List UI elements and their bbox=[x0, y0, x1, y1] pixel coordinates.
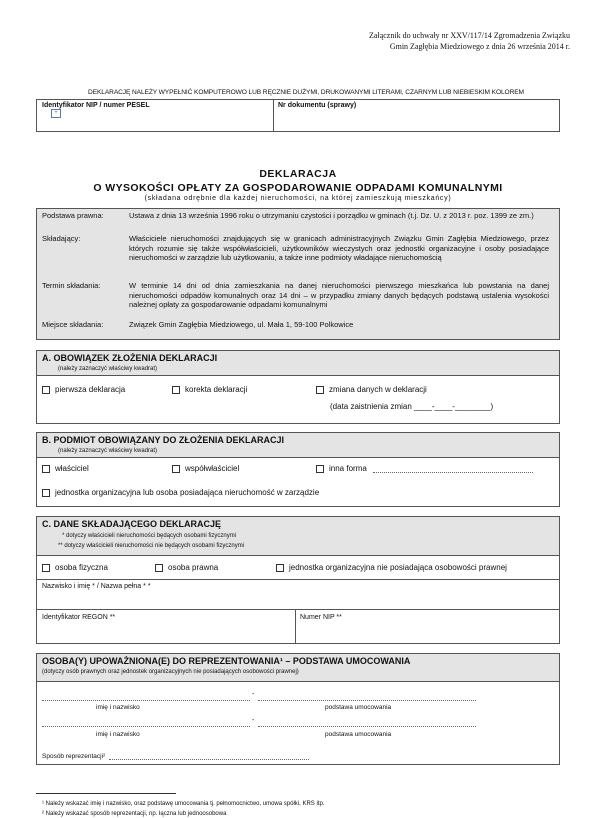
option-label: osoba fizyczna bbox=[55, 563, 108, 572]
title-note: (składana odrębnie dla każdej nieruchomości, na której zamieszkują mieszkańcy) bbox=[144, 195, 452, 202]
title-line-2: O WYSOKOŚCI OPŁATY ZA GOSPODAROWANIE ODPADAMI KOMUNALNYMI bbox=[93, 182, 503, 194]
option-label: zmiana danych w deklaracji bbox=[329, 385, 427, 394]
rep-2-name-label: imię i nazwisko bbox=[96, 731, 140, 738]
name-field[interactable] bbox=[40, 592, 556, 608]
option-data-change[interactable] bbox=[316, 385, 427, 394]
other-form-input[interactable] bbox=[373, 465, 533, 473]
option-legal-person[interactable] bbox=[155, 563, 218, 572]
option-label: pierwsza deklaracja bbox=[55, 385, 126, 394]
submitter-label: Składający: bbox=[42, 234, 81, 243]
representation-method[interactable] bbox=[42, 752, 309, 760]
option-label: właściciel bbox=[55, 464, 89, 473]
section-c-note-2: ** dotyczy właścicieli nieruchomości nie będących osobami fizycznymi bbox=[58, 543, 245, 549]
checkbox-icon[interactable] bbox=[42, 489, 50, 497]
checkbox-icon[interactable] bbox=[42, 386, 50, 394]
option-co-owner[interactable] bbox=[172, 464, 239, 473]
option-label: jednostka organizacyjna nie posiadająca osobowości prawnej bbox=[289, 563, 507, 572]
attachment-note bbox=[330, 30, 570, 52]
option-label: współwłaściciel bbox=[185, 464, 240, 473]
method-label: Sposób reprezentacji² bbox=[42, 752, 106, 760]
section-b-hint: (należy zaznaczyć właściwy kwadrat) bbox=[58, 448, 158, 454]
rep-1-name-input[interactable] bbox=[42, 693, 250, 701]
rep-2-name-input[interactable] bbox=[42, 719, 250, 727]
option-owner[interactable] bbox=[42, 464, 89, 473]
rep-1-name-label: imię i nazwisko bbox=[96, 704, 140, 711]
section-a-title: A. OBOWIĄZEK ZŁOŻENIA DEKLARACJI bbox=[42, 353, 218, 363]
rep-2-basis-label: podstawa umocowania bbox=[325, 731, 392, 738]
checkbox-icon[interactable] bbox=[316, 386, 324, 394]
section-c-title: C. DANE SKŁADAJĄCEGO DEKLARACJĘ bbox=[42, 519, 222, 529]
nip-label: Numer NIP ** bbox=[300, 614, 342, 621]
footnote-1: ¹ Należy wskazać imię i nazwisko, oraz podstawę umocowania tj. pełnomocnictwo, umowa spółki, KRS itp. bbox=[42, 801, 325, 807]
page-title bbox=[36, 168, 560, 202]
place-label: Miejsce składania: bbox=[42, 320, 104, 329]
option-managing-unit[interactable] bbox=[42, 488, 319, 497]
field-marker-icon: + bbox=[51, 109, 61, 118]
option-label: jednostka organizacyjna lub osoba posiadająca nieruchomość w zarządzie bbox=[55, 488, 320, 497]
regon-label: Identyfikator REGON ** bbox=[42, 614, 116, 621]
checkbox-icon[interactable] bbox=[316, 465, 324, 473]
doc-number-label: Nr dokumentu (sprawy) bbox=[278, 102, 357, 109]
title-line-1: DEKLARACJA bbox=[259, 168, 337, 180]
deadline-label: Termin składania: bbox=[42, 281, 101, 290]
deadline-text: W terminie 14 dni od dnia zamieszkania na danej nieruchomości pierwszego mieszkańca lub powstania na danej nieruchomości odpadów komunalnych oraz 14 dni – w przypadku zmiany danych będących podstawą ustalenia wysokości należnej opłaty za gospodarowanie odpadami komunalnymi bbox=[129, 281, 549, 309]
checkbox-icon[interactable] bbox=[155, 564, 163, 572]
submitter-text: Właściciele nieruchomości znajdujących się w granicach administracyjnych Związku Gmin Zagłębia Miedziowego, przez których rozumie się także współwłaścicieli, użytkowników wieczystych oraz jednostki organizacyjne i osoby posiadające nieruchomości w zarządzie lub użytkowaniu, a także inne podmioty władające nieruchomością bbox=[129, 234, 549, 262]
section-c-note-1: * dotyczy właścicieli nieruchomości będących osobami fizycznymi bbox=[62, 533, 237, 539]
method-input[interactable] bbox=[109, 752, 309, 760]
section-b-title: B. PODMIOT OBOWIĄZANY DO ZŁOŻENIA DEKLARACJI bbox=[42, 435, 284, 445]
footnote-2: ² Należy wskazać sposób reprezentacji, np. łączna lub jednoosobowa bbox=[42, 811, 227, 817]
rep-1-basis-label: podstawa umocowania bbox=[325, 704, 392, 711]
section-a-hint: (należy zaznaczyć właściwy kwadrat) bbox=[58, 366, 158, 372]
legal-basis-label: Podstawa prawna: bbox=[42, 211, 104, 220]
checkbox-icon[interactable] bbox=[172, 465, 180, 473]
option-label: inna forma bbox=[329, 464, 367, 473]
section-rep-hint: (dotyczy osób prawnych oraz jednostek organizacyjnych nie posiadających osobowości prawnej) bbox=[42, 669, 299, 675]
nip-pesel-label: Identyfikator NIP / numer PESEL bbox=[42, 102, 150, 109]
change-date-field[interactable]: (data zaistnienia zmian ____-____-________) bbox=[330, 402, 494, 411]
rep-2-basis-input[interactable] bbox=[258, 719, 476, 727]
option-correction[interactable] bbox=[172, 385, 247, 394]
option-other-form[interactable] bbox=[316, 464, 533, 473]
section-rep-title: OSOBA(Y) UPOWAŻNIONA(E) DO REPREZENTOWANIA¹ – PODSTAWA UMOCOWANIA bbox=[42, 656, 411, 666]
regon-field[interactable] bbox=[40, 623, 290, 641]
nip-field[interactable] bbox=[298, 623, 556, 641]
option-natural-person[interactable] bbox=[42, 563, 108, 572]
option-first-declaration[interactable] bbox=[42, 385, 125, 394]
legal-basis-text: Ustawa z dnia 13 września 1996 roku o utrzymaniu czystości i porządku w gminach (t.j. Dz. U. z 2013 r. poz. 1399 ze zm.) bbox=[129, 211, 534, 220]
option-label: osoba prawna bbox=[168, 563, 219, 572]
fill-instruction: DEKLARACJĘ NALEŻY WYPEŁNIĆ KOMPUTEROWO LUB RĘCZNIE DUŻYMI, DRUKOWANYMI LITERAMI, CZARNYM LUB NIEBIESKIM KOLOREM bbox=[88, 89, 524, 96]
place-text: Związek Gmin Zagłębia Miedziowego, ul. Mała 1, 59-100 Polkowice bbox=[129, 320, 354, 329]
option-unincorporated-unit[interactable] bbox=[276, 563, 507, 572]
checkbox-icon[interactable] bbox=[42, 564, 50, 572]
nip-pesel-field[interactable] bbox=[40, 112, 270, 130]
checkbox-icon[interactable] bbox=[172, 386, 180, 394]
doc-number-field[interactable] bbox=[276, 112, 558, 130]
rep-1-basis-input[interactable] bbox=[258, 693, 476, 701]
checkbox-icon[interactable] bbox=[276, 564, 284, 572]
attachment-line-2: Gmin Zagłębia Miedziowego z dnia 26 września 2014 r. bbox=[389, 42, 570, 51]
option-label: korekta deklaracji bbox=[185, 385, 248, 394]
attachment-line-1: Załącznik do uchwały nr XXV/117/14 Zgromadzenia Związku bbox=[369, 31, 570, 40]
name-label: Nazwisko i imię * / Nazwa pełna * * bbox=[42, 583, 151, 590]
checkbox-icon[interactable] bbox=[42, 465, 50, 473]
